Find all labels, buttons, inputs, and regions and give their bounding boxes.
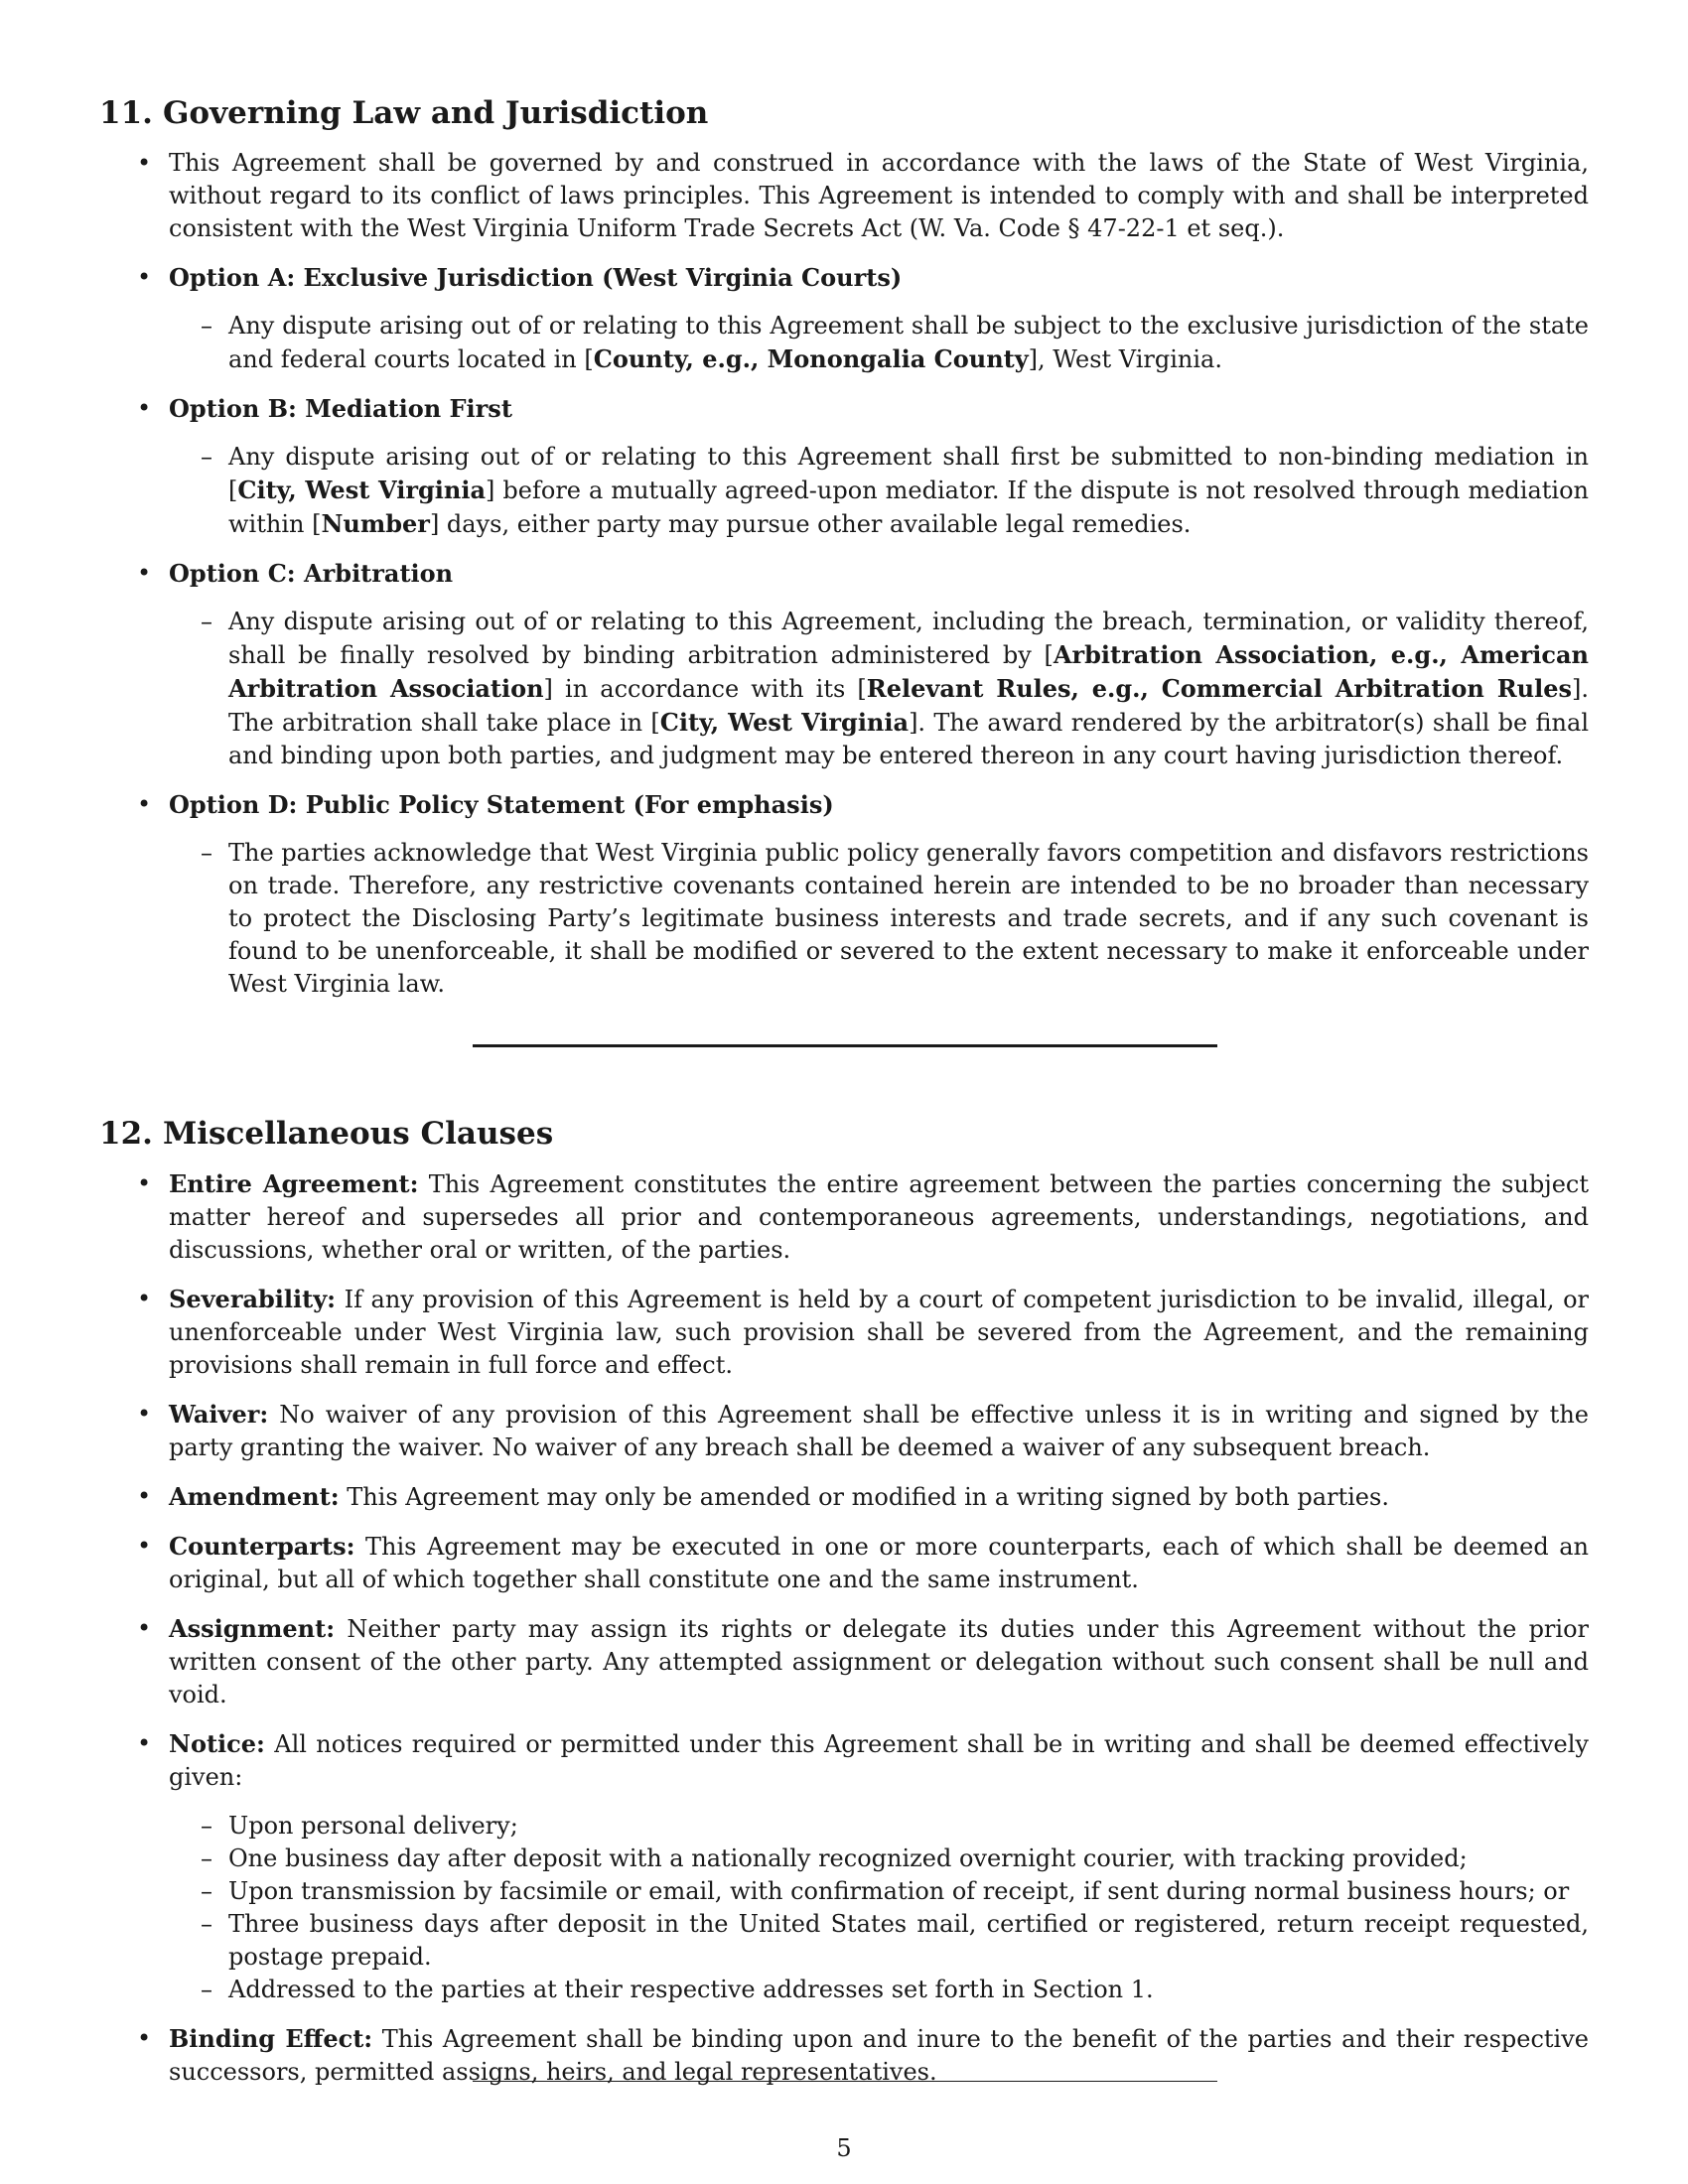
option-a-text xyxy=(169,310,1589,376)
section-divider xyxy=(473,1044,1217,1047)
section-12-number: 12. xyxy=(99,1116,153,1152)
section-12-title: Miscellaneous Clauses xyxy=(162,1116,554,1152)
severability-item xyxy=(99,1283,1589,1382)
option-d-item xyxy=(99,788,1589,1001)
assignment-label: Assignment: xyxy=(169,1614,336,1643)
text-run: ] in accordance with its [ xyxy=(543,675,867,703)
notice-label: Notice: xyxy=(169,1729,265,1758)
waiver-item xyxy=(99,1398,1589,1464)
option-a-sublist xyxy=(169,310,1589,376)
placeholder-number: Number xyxy=(321,509,430,538)
text-run: ]. The award rendered by the arbitrator(s) shall be final and binding upon both parties, and judgment may be entered thereon in any court having jurisdiction thereof. xyxy=(228,709,1590,769)
option-a-item xyxy=(99,261,1589,376)
notice-item xyxy=(99,1727,1589,2006)
placeholder-association: Arbitration Association, e.g., American Arbitration Association xyxy=(228,640,1589,703)
option-c-sublist xyxy=(169,606,1589,772)
placeholder-rules: Relevant Rules, e.g., Commercial Arbitration Rules xyxy=(866,674,1572,703)
option-c-label: • Option C: Arbitration xyxy=(169,559,454,588)
option-b-label: • Option B: Mediation First xyxy=(169,394,512,423)
entire-agreement-text: This Agreement constitutes the entire agreement between the parties concerning the subject matter hereof and supersedes all prior and contemporaneous agreements, understandings, negotiations, and discussions, whether oral or written, of the parties. xyxy=(169,1170,1589,1264)
section-12-heading xyxy=(99,1112,1589,1156)
option-b-text xyxy=(169,441,1589,541)
option-d-text: – The parties acknowledge that West Virginia public policy generally favors competition and disfavors restrictions on trade. Therefore, any restrictive covenants contained herein are intended to be no broader than necessary to protect the Disclosing Party’s legitimate business interests and trade secrets, and if any such covenant is found to be unenforceable, it shall be modified or severed to the extent necessary to make it enforceable under West Virginia law. xyxy=(169,837,1589,1001)
assignment-item xyxy=(99,1612,1589,1711)
option-d-sublist xyxy=(169,837,1589,1001)
binding-effect-text: This Agreement shall be binding upon and inure to the benefit of the parties and their respective successors, permitted assigns, heirs, and legal representatives. xyxy=(169,2025,1589,2086)
document-page xyxy=(99,91,1589,2105)
text-run: ], West Virginia. xyxy=(1028,345,1222,373)
text-run: ] before a mutually agreed-upon mediator. If the dispute is not resolved through mediation within [ xyxy=(228,477,1590,538)
option-a-label: • Option A: Exclusive Jurisdiction (West Virginia Courts) xyxy=(169,263,903,292)
assignment-text: Neither party may assign its rights or delegate its duties under this Agreement without the prior written consent of the other party. Any attempted assignment or delegation without such consent shall be null and void. xyxy=(169,1615,1589,1708)
entire-agreement-label: Entire Agreement: xyxy=(169,1169,419,1198)
option-c-text xyxy=(169,606,1589,772)
footer-divider xyxy=(473,2081,1217,2082)
binding-effect-label: Binding Effect: xyxy=(169,2024,373,2053)
text-run: Any dispute arising out of or relating to this Agreement shall first be submitted to non-binding mediation in [ xyxy=(228,443,1589,504)
governing-law-text: This Agreement shall be governed by and construed in accordance with the laws of the State of West Virginia, without regard to its conflict of laws principles. This Agreement is intended to comply with and shall be interpreted consistent with the West Virginia Uniform Trade Secrets Act (W. Va. Code § 47-22-1 et seq.). xyxy=(169,149,1589,242)
text-run: Any dispute arising out of or relating to this Agreement, including the breach, termination, or validity thereof, shall be finally resolved by binding arbitration administered by [ xyxy=(228,608,1589,669)
section-12-list xyxy=(99,1167,1589,2089)
amendment-text: This Agreement may only be amended or modified in a writing signed by both parties. xyxy=(347,1483,1389,1511)
option-c-item xyxy=(99,557,1589,772)
list-item: – One business day after deposit with a nationally recognized overnight courier, with tracking provided; xyxy=(169,1843,1589,1875)
section-11-number: 11. xyxy=(99,95,153,131)
entire-agreement-item xyxy=(99,1167,1589,1267)
severability-label: Severability: xyxy=(169,1285,337,1313)
placeholder-county: County, e.g., Monongalia County xyxy=(593,344,1029,373)
option-d-label: • Option D: Public Policy Statement (For emphasis) xyxy=(169,790,834,819)
waiver-label: Waiver: xyxy=(169,1400,269,1429)
notice-text: All notices required or permitted under this Agreement shall be in writing and shall be deemed effectively given: xyxy=(169,1730,1589,1791)
waiver-text: No waiver of any provision of this Agreement shall be effective unless it is in writing and signed by the party granting the waiver. No waiver of any breach shall be deemed a waiver of any subsequent breach. xyxy=(169,1401,1589,1461)
list-item: – Upon transmission by facsimile or email, with confirmation of receipt, if sent during normal business hours; or xyxy=(169,1875,1589,1908)
option-b-sublist xyxy=(169,441,1589,541)
list-item: – Upon personal delivery; xyxy=(169,1810,1589,1843)
text-run: ] days, either party may pursue other available legal remedies. xyxy=(429,510,1192,538)
option-b-item xyxy=(99,392,1589,541)
counterparts-label: Counterparts: xyxy=(169,1532,355,1561)
placeholder-city: City, West Virginia xyxy=(237,476,487,504)
text-run: Any dispute arising out of or relating to this Agreement shall be subject to the exclusive jurisdiction of the state and federal courts located in [ xyxy=(228,312,1589,373)
section-11-heading xyxy=(99,91,1589,135)
notice-sublist xyxy=(169,1810,1589,2006)
page-number: 5 xyxy=(836,2134,852,2162)
counterparts-item xyxy=(99,1530,1589,1596)
governing-law-item xyxy=(99,147,1589,245)
severability-text: If any provision of this Agreement is held by a court of competent jurisdiction to be invalid, illegal, or unenforceable under West Virginia law, such provision shall be severed from the Agreement, and the remaining provisions shall remain in full force and effect. xyxy=(169,1286,1589,1379)
amendment-label: Amendment: xyxy=(169,1482,340,1511)
amendment-item xyxy=(99,1480,1589,1514)
section-11-list xyxy=(99,147,1589,1001)
section-11-title: Governing Law and Jurisdiction xyxy=(162,95,709,131)
binding-effect-item xyxy=(99,2022,1589,2089)
list-item: – Addressed to the parties at their respective addresses set forth in Section 1. xyxy=(169,1974,1589,2006)
text-run: ]. The arbitration shall take place in [ xyxy=(228,675,1589,737)
placeholder-city: City, West Virginia xyxy=(659,708,910,737)
section-spacer xyxy=(99,1017,1589,1112)
counterparts-text: This Agreement may be executed in one or more counterparts, each of which shall be deemed an original, but all of which together shall constitute one and the same instrument. xyxy=(169,1533,1589,1593)
list-item: – Three business days after deposit in the United States mail, certified or registered, return receipt requested, postage prepaid. xyxy=(169,1908,1589,1974)
